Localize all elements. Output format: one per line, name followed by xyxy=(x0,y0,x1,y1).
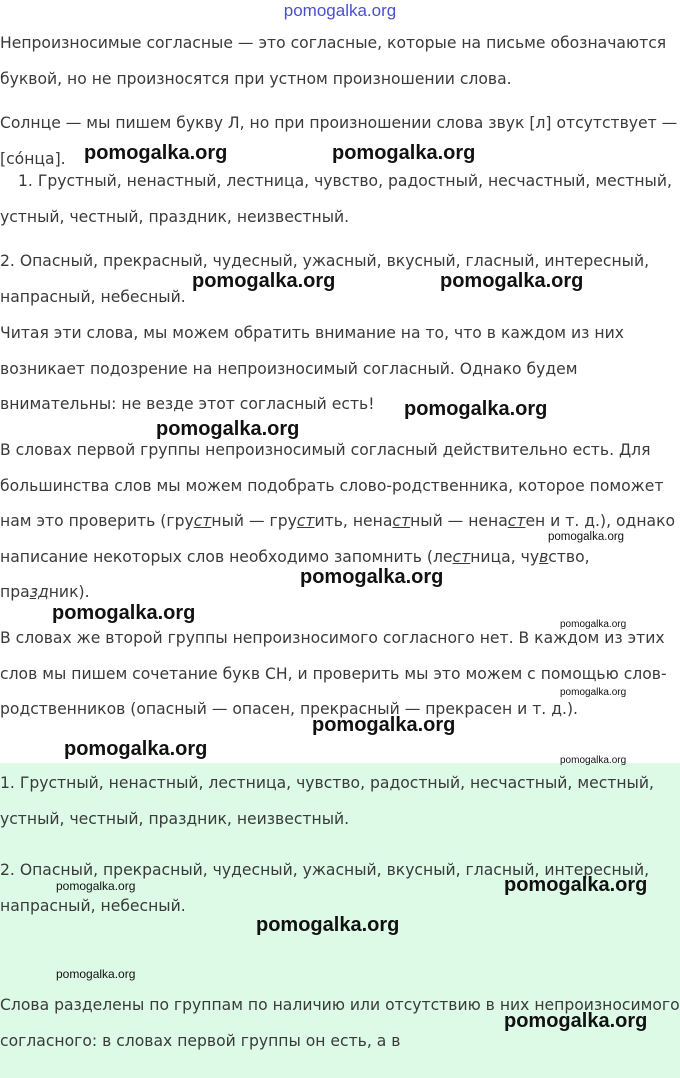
watermark: pomogalka.org xyxy=(64,738,208,760)
watermark: pomogalka.org xyxy=(56,879,136,893)
watermark: pomogalka.org xyxy=(56,967,136,981)
watermark: pomogalka.org xyxy=(404,398,548,420)
watermark: pomogalka.org xyxy=(52,602,196,624)
watermark: pomogalka.org xyxy=(560,619,627,630)
watermark: pomogalka.org xyxy=(84,142,228,164)
highlight-letters: в xyxy=(539,547,549,566)
highlight-letters: ст xyxy=(296,512,315,530)
watermark: pomogalka.org xyxy=(504,874,648,896)
watermark: pomogalka.org xyxy=(548,531,625,543)
watermark: pomogalka.org xyxy=(332,142,476,164)
answer-group-2: 2. Опасный, прекрасный, чудесный, ужасный, вкусный, гласный, интересный, напрасный, небесный. xyxy=(0,861,650,915)
watermark: pomogalka.org xyxy=(312,714,456,736)
watermark: pomogalka.org xyxy=(560,687,627,698)
answer-group-1: 1. Грустный, ненастный, лестница, чувство, радостный, несчастный, местный, устный, честный, праздник, неизвестный. xyxy=(0,774,654,828)
example-text: Солнце — мы пишем букву Л, но при произношении слова звук [л] отсутствует — [со́нца]. xyxy=(0,114,678,168)
highlight-letters: ст xyxy=(193,512,212,530)
highlight-letters: зд xyxy=(29,583,49,601)
site-title[interactable]: pomogalka.org xyxy=(283,1,397,20)
highlight-letters: ст xyxy=(392,512,411,530)
watermark: pomogalka.org xyxy=(156,418,300,440)
definition-text: Непроизносимые согласные — это согласные, которые на письме обозначаются буквой, но не произносятся при устном произношении слова. xyxy=(0,34,667,88)
explanation-p2: В словах первой группы непроизносимый согласный действительно есть. Для большинства слов мы можем подобрать слово-родственника, которое поможет нам это проверить (грустный — грустить, ненастный — ненастен и т. д.), однако написание некоторых слов необходимо запомнить (лестница, чувство, праздник). xyxy=(0,441,676,601)
watermark: pomogalka.org xyxy=(504,1010,648,1032)
watermark: pomogalka.org xyxy=(192,270,336,292)
explanation-p3: В словах же второй группы непроизносимого согласного нет. В каждом из этих слов мы пишем сочетание букв СН, и проверить мы это можем с помощью слов-родственников (опасный — опасен, прекрасный — прекрасен и т. д.). xyxy=(0,629,667,718)
task-group-2: 2. Опасный, прекрасный, чудесный, ужасный, вкусный, гласный, интересный, напрасный, небесный. xyxy=(0,252,650,306)
explanation-p1: Читая эти слова, мы можем обратить внимание на то, что в каждом из них возникает подозрение на непроизносимый согласный. Однако будем внимательны: не везде этот согласный есть! xyxy=(0,324,624,413)
watermark: pomogalka.org xyxy=(440,270,584,292)
task-group-1: 1. Грустный, ненастный, лестница, чувство, радостный, несчастный, местный, устный, честный, праздник, неизвестный. xyxy=(0,172,672,226)
watermark: pomogalka.org xyxy=(300,566,444,588)
answer-conclusion: Слова разделены по группам по наличию или отсутствию в них непроизносимого согласного: в словах первой группы он есть, а в xyxy=(0,996,680,1050)
highlight-letters: ст xyxy=(452,547,471,566)
watermark: pomogalka.org xyxy=(256,914,400,936)
watermark: pomogalka.org xyxy=(560,755,627,766)
highlight-letters: ст xyxy=(507,512,526,530)
